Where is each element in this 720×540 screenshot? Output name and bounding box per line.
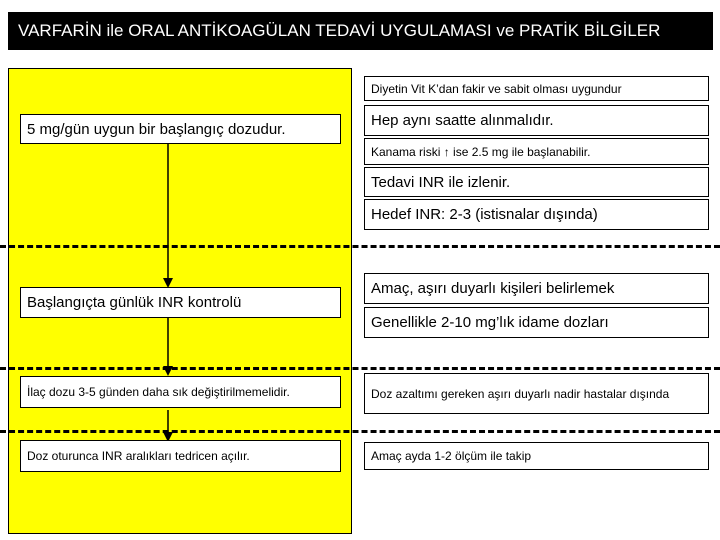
follow-up-text: Amaç ayda 1-2 ölçüm ile takip [371, 449, 532, 463]
daily-inr-text: Başlangıçta günlük INR kontrolü [27, 294, 242, 311]
interval-box [20, 440, 341, 472]
target-inr-text: Hedef INR: 2-3 (istisnalar dışında) [371, 206, 598, 223]
identify-sensitive-text: Amaç, aşırı duyarlı kişileri belirlemek [371, 280, 615, 297]
start-dose-text: 5 mg/gün uygun bir başlangıç dozudur. [27, 120, 286, 138]
dose-reduction-text: Doz azaltımı gereken aşırı duyarlı nadir hastalar dışında [371, 386, 670, 401]
dose-change-text: İlaç dozu 3-5 günden daha sık değiştirilmemelidir. [27, 385, 290, 399]
bleeding-risk-text [371, 145, 590, 159]
interval-text: Doz oturunca INR aralıkları tedricen açılır. [27, 449, 250, 463]
daily-inr-box [20, 287, 341, 318]
same-time-text: Hep aynı saatte alınmalıdır. [371, 112, 554, 129]
bleeding-risk-box [364, 138, 709, 165]
same-time-box [364, 105, 709, 136]
identify-sensitive-box [364, 273, 709, 304]
vitk-diet-box [364, 76, 709, 101]
page-title: VARFARİN ile ORAL ANTİKOAGÜLAN TEDAVİ UYGULAMASI ve PRATİK BİLGİLER [8, 12, 713, 50]
bleeding-risk-prefix: Kanama riski [371, 144, 444, 159]
vitk-diet-text: Diyetin Vit K’dan fakir ve sabit olması uygundur [371, 81, 622, 96]
target-inr-box [364, 199, 709, 230]
follow-up-box [364, 442, 709, 470]
dose-change-box [20, 376, 341, 408]
bleeding-risk-suffix: ise 2.5 mg ile başlanabilir. [449, 144, 591, 159]
inr-monitor-text: Tedavi INR ile izlenir. [371, 173, 511, 191]
up-arrow-icon: ↑ [443, 144, 450, 159]
maintenance-box [364, 307, 709, 338]
maintenance-text: Genellikle 2-10 mg’lık idame dozları [371, 314, 609, 331]
start-dose-box [20, 114, 341, 144]
dose-reduction-box [364, 373, 709, 414]
inr-monitor-box [364, 167, 709, 197]
